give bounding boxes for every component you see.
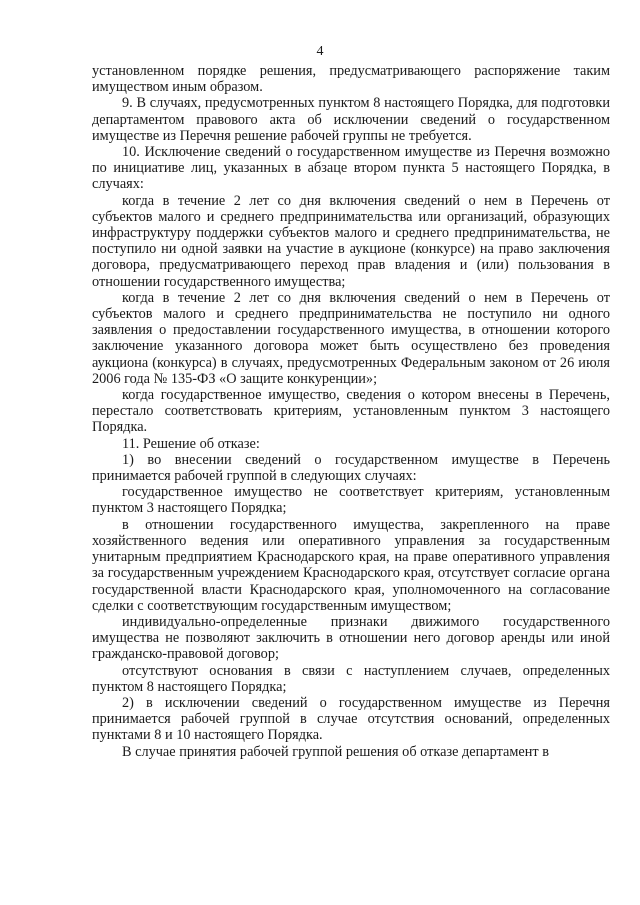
paragraph: 11. Решение об отказе:: [122, 435, 260, 452]
paragraph: 9. В случаях, предусмотренных пунктом 8 настоящего Порядка, для подготовки департаментом правового акта об исключении сведений о государственном имуществе из Перечня решение рабочей группы не требуется.: [92, 95, 610, 144]
paragraph: когда государственное имущество, сведения о котором внесены в Перечень, перестало соответствовать критериям, установленным пунктом 3 настоящего Порядка.: [92, 387, 610, 436]
paragraph: в отношении государственного имущества, закрепленного на праве хозяйственного ведения или оперативного управления за государственным унитарным предприятием Краснодарского края, на праве оперативного управления за государственным учреждением Краснодарского края, отсутствует согласие органа государственной власти Краснодарского края, уполномоченного на согласование сделки с соответствующим государственным имуществом;: [92, 516, 610, 614]
paragraph: когда в течение 2 лет со дня включения сведений о нем в Перечень от субъектов малого и среднего предпринимательства или организаций, образующих инфраструктуру поддержки субъектов малого и среднего предпринимательства, не поступило ни одной заявки на участие в аукционе (конкурсе) на право заключения договора, предусматривающего переход прав владения и (или) пользования в отношении государственного имущества;: [92, 192, 610, 290]
paragraph: 2) в исключении сведений о государственном имуществе из Перечня принимается рабочей группой в случае отсутствия оснований, определенных пунктами 8 и 10 настоящего Порядка.: [92, 694, 610, 744]
paragraph: отсутствуют основания в связи с наступлением случаев, определенных пунктом 8 настоящего Порядка;: [92, 662, 610, 695]
document-body: [92, 63, 610, 760]
paragraph: государственное имущество не соответствует критериям, установленным пунктом 3 настоящего Порядка;: [92, 484, 610, 517]
paragraph: 10. Исключение сведений о государственном имуществе из Перечня возможно по инициативе лиц, указанных в абзаце втором пункта 5 настоящего Порядка, в случаях:: [92, 144, 610, 193]
page-number: 4: [316, 44, 324, 59]
paragraph: когда в течение 2 лет со дня включения сведений о нем в Перечень от субъектов малого и среднего предпринимательства не поступило ни одного заявления о предоставлении государственного имущества, в отношении которого заключение указанного договора может быть осуществлено без проведения аукциона (конкурса) в случаях, предусмотренных Федеральным законом от 26 июля 2006 года № 135-ФЗ «О защите конкуренции»;: [92, 289, 610, 387]
paragraph: В случае принятия рабочей группой решения об отказе департамент в: [122, 743, 549, 760]
paragraph: 1) во внесении сведений о государственном имуществе в Перечень принимается рабочей группой в следующих случаях:: [92, 451, 610, 485]
paragraph: индивидуально-определенные признаки движимого государственного имущества не позволяют заключить в отношении него договор аренды или иной гражданско-правовой договор;: [92, 613, 610, 663]
paragraph: установленном порядке решения, предусматривающего распоряжение таким имуществом иным образом.: [92, 63, 610, 96]
